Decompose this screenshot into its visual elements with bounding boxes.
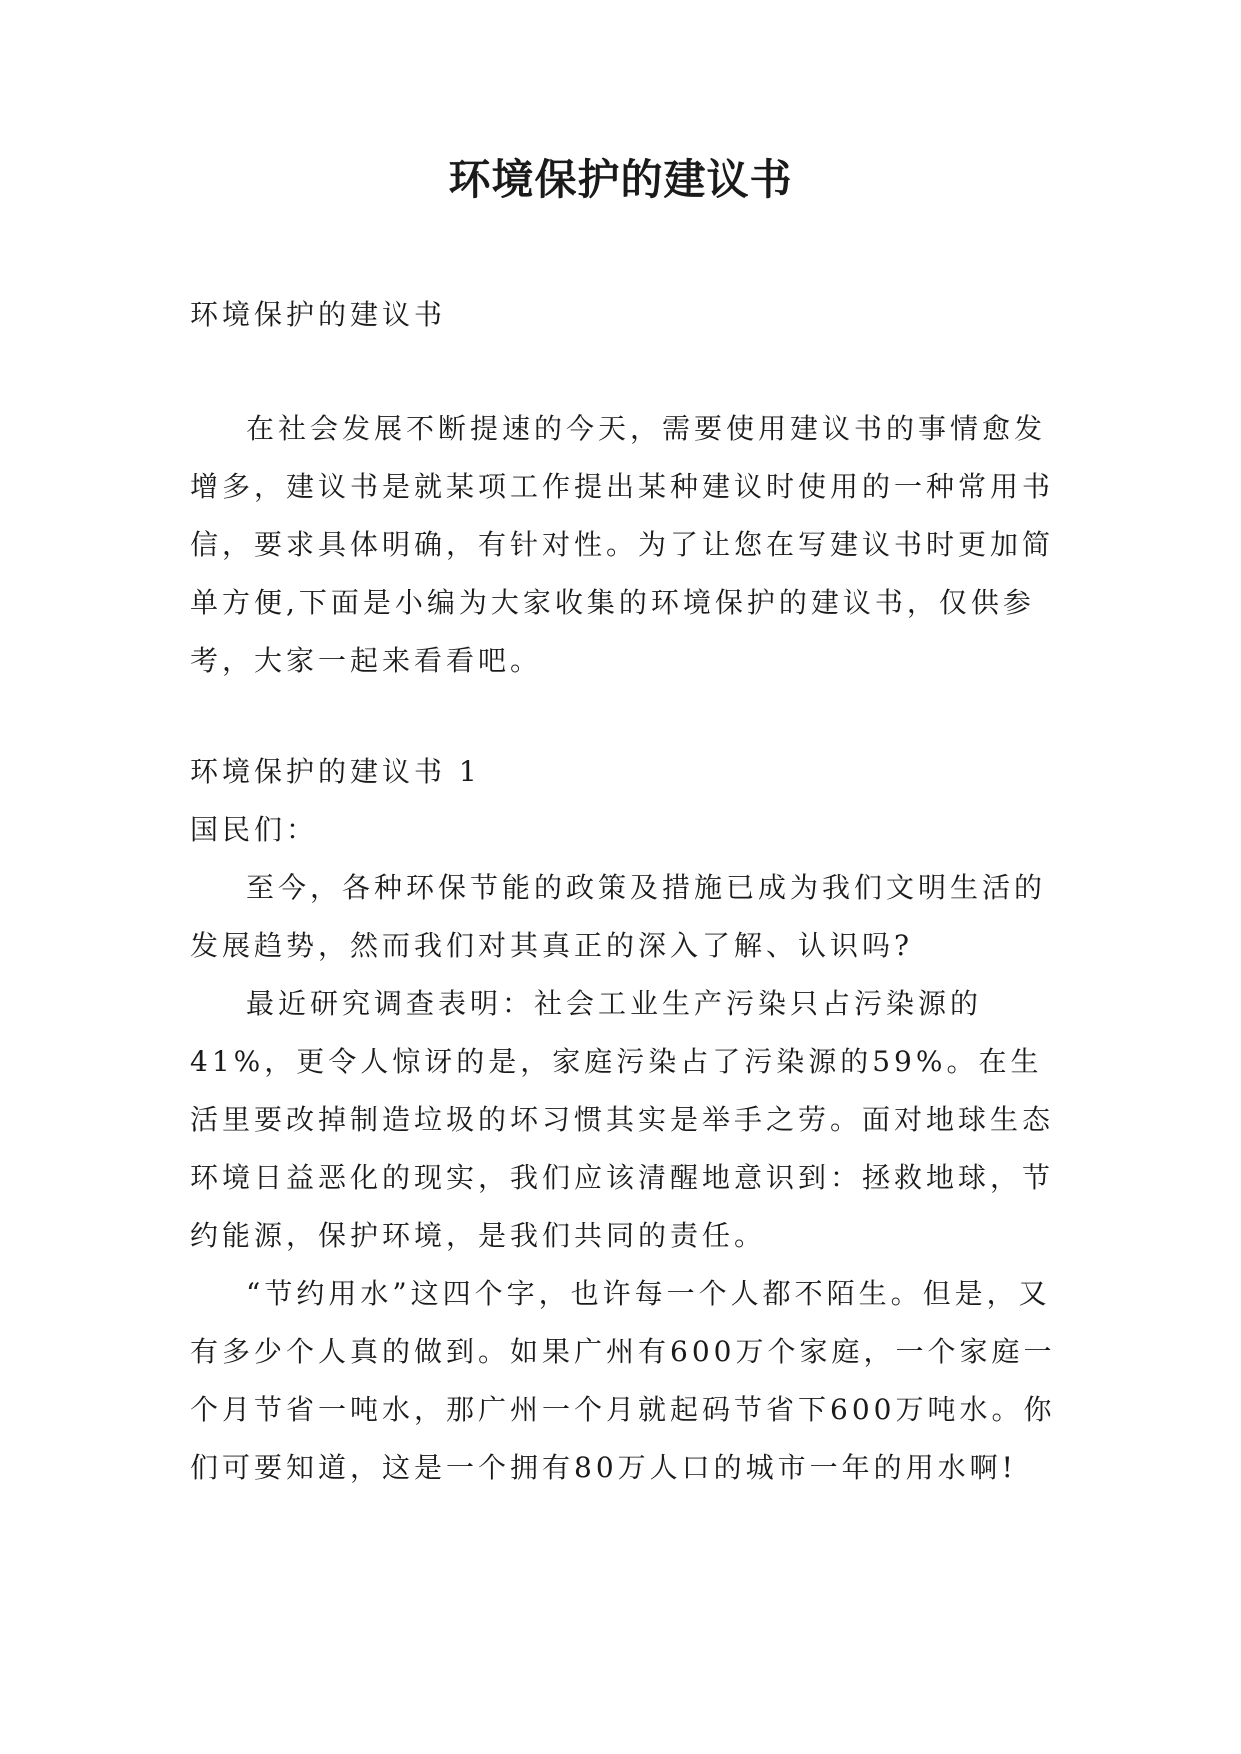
intro-paragraph: 在社会发展不断提速的今天，需要使用建议书的事情愈发增多，建议书是就某项工作提出某种建议时使用的一种常用书信，要求具体明确，有针对性。为了让您在写建议书时更加简单方便,下面是小编为大家收集的环境保护的建议书，仅供参考，大家一起来看看吧。 [190,412,1055,677]
body-paragraph: 至今，各种环保节能的政策及措施已成为我们文明生活的发展趋势，然而我们对其真正的深入了解、认识吗? [190,871,1047,962]
body-paragraph: 最近研究调查表明：社会工业生产污染只占污染源的41%，更令人惊讶的是，家庭污染占了污染源的59%。在生活里要改掉制造垃圾的坏习惯其实是举手之劳。面对地球生态环境日益恶化的现实，我们应该清醒地意识到：拯救地球，节约能源，保护环境，是我们共同的责任。 [190,987,1055,1252]
letter-section [190,743,1070,1497]
document-subtitle: 环境保护的建议书 [190,298,447,331]
salutation: 国民们： [190,813,319,846]
document-title: 环境保护的建议书 [448,155,793,204]
body-paragraph: “节约用水”这四个字，也许每一个人都不陌生。但是，又有多少个人真的做到。如果广州有600万个家庭，一个家庭一个月节省一吨水，那广州一个月就起码节省下600万吨水。你们可要知道，这是一个拥有80万人口的城市一年的用水啊! [190,1277,1056,1484]
section-heading: 环境保护的建议书 1 [190,755,481,788]
